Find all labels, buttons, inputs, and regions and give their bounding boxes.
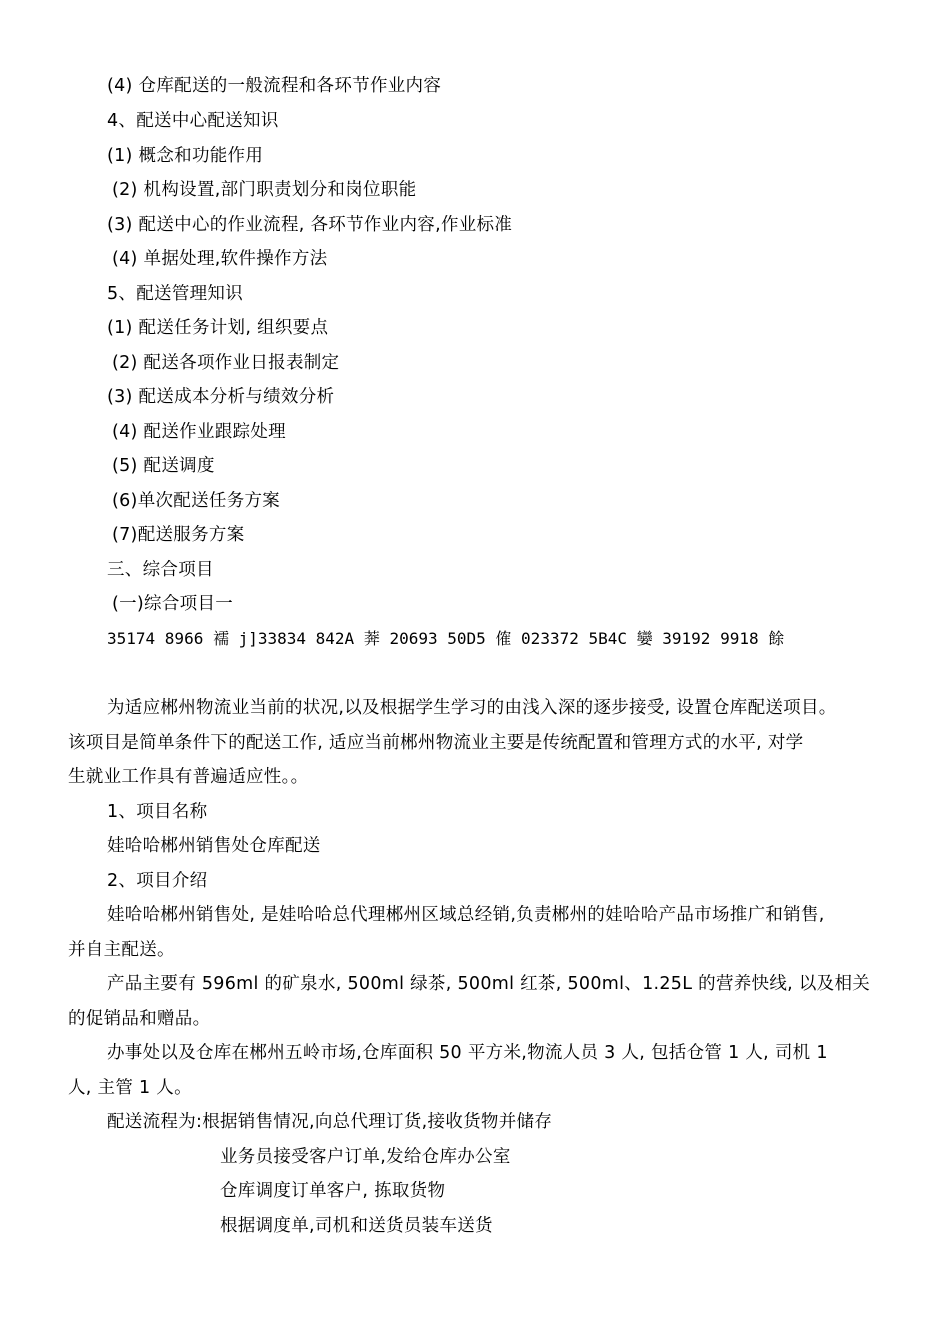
text-line: (4) 仓库配送的一般流程和各环节作业内容 <box>107 76 442 96</box>
garbled-code-line: 35174 8966 襦 j]33834 842A 莾 20693 50D5 傕 023372 5B4C 孌 39192 9918 餘 <box>107 629 785 648</box>
text-line: (1) 配送任务计划, 组织要点 <box>107 318 329 338</box>
text-line: (3) 配送中心的作业流程, 各环节作业内容,作业标准 <box>107 215 513 235</box>
text-line: (4) 单据处理,软件操作方法 <box>112 249 328 269</box>
paragraph-line: 娃哈哈郴州销售处, 是娃哈哈总代理郴州区域总经销,负责郴州的娃哈哈产品市场推广和销售, <box>107 905 825 925</box>
process-line: 业务员接受客户订单,发给仓库办公室 <box>220 1147 511 1167</box>
section-heading: 2、项目介绍 <box>107 871 208 891</box>
text-line: (4) 配送作业跟踪处理 <box>112 422 286 442</box>
text-line: 娃哈哈郴州销售处仓库配送 <box>107 836 321 856</box>
process-line: 仓库调度订单客户, 拣取货物 <box>220 1181 446 1201</box>
paragraph-line: 人, 主管 1 人。 <box>68 1078 192 1098</box>
paragraph-line: 该项目是简单条件下的配送工作, 适应当前郴州物流业主要是传统配置和管理方式的水平, 对学 <box>68 733 804 753</box>
text-line: (3) 配送成本分析与绩效分析 <box>107 387 335 407</box>
text-line: (7)配送服务方案 <box>112 525 245 545</box>
text-line: (6)单次配送任务方案 <box>112 491 281 511</box>
paragraph-line: 并自主配送。 <box>68 940 175 960</box>
paragraph-line: 生就业工作具有普遍适应性。。 <box>68 767 309 787</box>
paragraph-line: 办事处以及仓库在郴州五岭市场,仓库面积 50 平方米,物流人员 3 人, 包括仓管 1 人, 司机 1 <box>107 1043 828 1063</box>
paragraph-line: 的促销品和赠品。 <box>68 1009 211 1029</box>
paragraph-line: 产品主要有 596ml 的矿泉水, 500ml 绿茶, 500ml 红茶, 500ml、1.25L 的营养快线, 以及相关 <box>107 974 871 994</box>
paragraph-line: 为适应郴州物流业当前的状况,以及根据学生学习的由浅入深的逐步接受, 设置仓库配送项目。 <box>107 698 837 718</box>
section-heading: 1、项目名称 <box>107 802 208 822</box>
section-heading: 5、配送管理知识 <box>107 284 244 304</box>
subsection-heading: (一)综合项目一 <box>112 594 234 614</box>
text-line: (5) 配送调度 <box>112 456 215 476</box>
process-line: 根据调度单,司机和送货员装车送货 <box>220 1216 493 1236</box>
text-line: (2) 配送各项作业日报表制定 <box>112 353 340 373</box>
process-line: 配送流程为:根据销售情况,向总代理订货,接收货物并储存 <box>107 1112 553 1132</box>
text-line: (1) 概念和功能作用 <box>107 146 264 166</box>
section-heading: 三、综合项目 <box>107 560 214 580</box>
text-line: (2) 机构设置,部门职责划分和岗位职能 <box>112 180 417 200</box>
section-heading: 4、配送中心配送知识 <box>107 111 279 131</box>
